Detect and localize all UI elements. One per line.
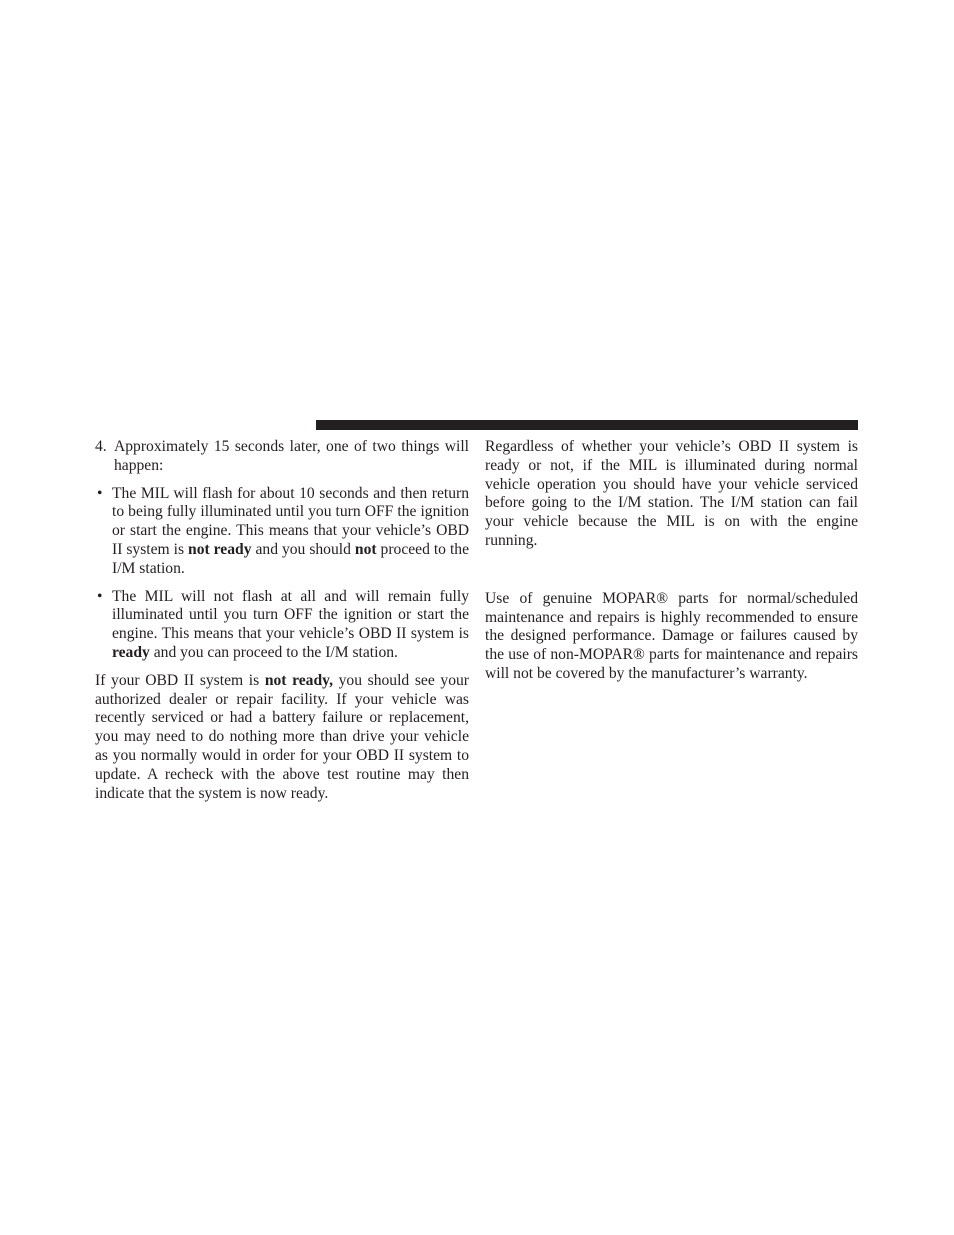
mopar-parts-paragraph: Use of genuine MOPAR® parts for normal/scheduled maintenance and repairs is highly recommended to ensure the designed performance. Damage or failures caused by the use of non-MOPAR® parts for maintenance and repairs will not be covered by the manufacturer’s warranty.	[485, 589, 858, 682]
emphasis-not: not	[354, 540, 377, 558]
step-text: Approximately 15 seconds later, one of two things will happen:	[114, 438, 469, 474]
emphasis-ready: ready	[112, 643, 150, 661]
bullet-item-not-ready	[95, 485, 469, 579]
bullet-dot: •	[97, 587, 103, 605]
right-column	[485, 438, 858, 684]
bullet-dot: •	[97, 484, 103, 502]
section-header-bar	[316, 420, 858, 430]
mil-illuminated-paragraph: Regardless of whether your vehicle’s OBD II system is ready or not, if the MIL is illuminated during normal vehicle operation you should have your vehicle serviced before going to the I/M station. The I/M station can fail your vehicle because the MIL is on with the engine running.	[485, 438, 858, 549]
bullet-text: The MIL will not flash at all and will remain fully illuminated until you turn OFF the ignition or start the engine. This means that your vehicle’s OBD II system is ready and you can proceed to the I/M station.	[112, 587, 469, 661]
step-number: 4.	[95, 438, 107, 455]
emphasis-not-ready: not ready	[188, 540, 252, 558]
not-ready-paragraph: If your OBD II system is not ready, you should see your authorized dealer or repair facility. If your vehicle was recently serviced or had a battery failure or replacement, you may need to do nothing more than drive your vehicle as you normally would in order for your OBD II system to update. A recheck with the above test routine may then indicate that the system is now ready.	[95, 671, 469, 802]
emphasis-not-ready: not ready,	[264, 671, 333, 689]
bullet-text: The MIL will flash for about 10 seconds and then return to being fully illuminated until you turn OFF the ignition or start the engine. This means that your vehicle’s OBD II system is not ready and you should not proceed to the I/M station.	[112, 484, 470, 577]
bullet-item-ready	[95, 588, 469, 663]
step-4	[95, 438, 469, 476]
left-column	[95, 438, 469, 812]
